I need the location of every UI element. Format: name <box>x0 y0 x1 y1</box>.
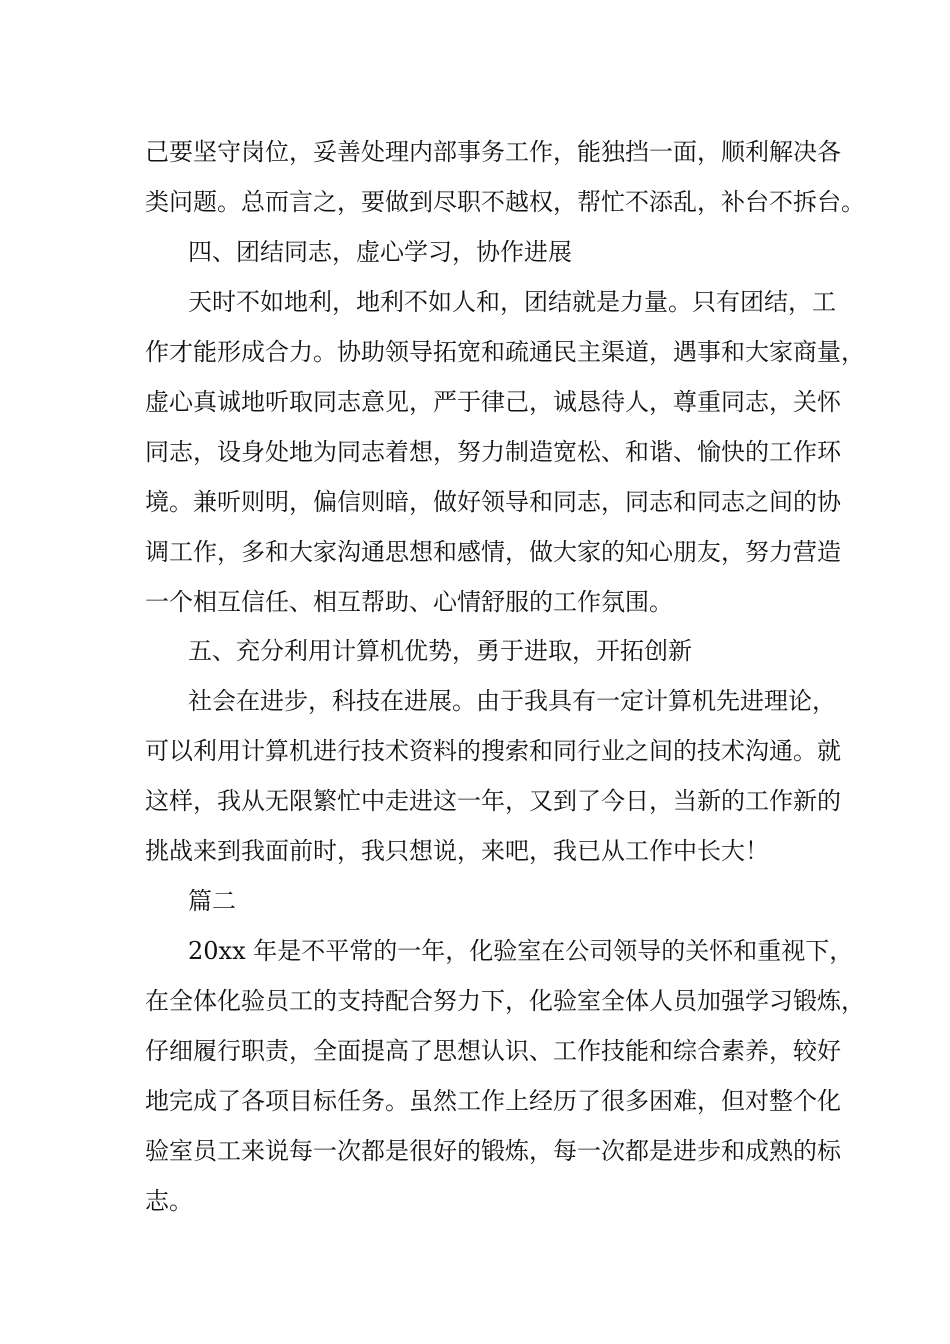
text-line: 可以利用计算机进行技术资料的搜索和同行业之间的技术沟通。就 <box>145 737 841 765</box>
text-line: 仔细履行职责，全面提高了思想认识、工作技能和综合素养，较好 <box>145 1037 841 1065</box>
text-line: 作才能形成合力。协助领导拓宽和疏通民主渠道，遇事和大家商量， <box>145 338 865 366</box>
text-line: 这样，我从无限繁忙中走进这一年，又到了今日，当新的工作新的 <box>145 787 841 815</box>
section-heading: 篇二 <box>188 887 236 915</box>
text-line: 调工作，多和大家沟通思想和感情，做大家的知心朋友，努力营造 <box>145 538 841 566</box>
text-line: 20xx 年是不平常的一年，化验室在公司领导的关怀和重视下， <box>188 937 854 965</box>
section-heading: 五、充分利用计算机优势，勇于进取，开拓创新 <box>188 637 692 665</box>
text-line: 类问题。总而言之，要做到尽职不越权，帮忙不添乱，补台不拆台。 <box>145 188 865 216</box>
text-line: 境。兼听则明，偏信则暗，做好领导和同志，同志和同志之间的协 <box>145 488 841 516</box>
text-line: 验室员工来说每一次都是很好的锻炼，每一次都是进步和成熟的标 <box>145 1137 841 1165</box>
text-line: 一个相互信任、相互帮助、心情舒服的工作氛围。 <box>145 588 673 616</box>
text-line: 天时不如地利，地利不如人和，团结就是力量。只有团结，工 <box>188 288 836 316</box>
section-heading: 四、团结同志，虚心学习，协作进展 <box>188 238 572 266</box>
text-line: 挑战来到我面前时，我只想说，来吧，我已从工作中长大！ <box>145 837 769 865</box>
text-line: 在全体化验员工的支持配合努力下，化验室全体人员加强学习锻炼， <box>145 987 865 1015</box>
text-line: 己要坚守岗位，妥善处理内部事务工作，能独挡一面，顺利解决各 <box>145 138 841 166</box>
text-line: 地完成了各项目标任务。虽然工作上经历了很多困难，但对整个化 <box>145 1087 841 1115</box>
text-line: 同志，设身处地为同志着想，努力制造宽松、和谐、愉快的工作环 <box>145 438 841 466</box>
text-line: 志。 <box>145 1187 193 1215</box>
text-line: 社会在进步，科技在进展。由于我具有一定计算机先进理论， <box>188 687 836 715</box>
text-line: 虚心真诚地听取同志意见，严于律己，诚恳待人，尊重同志，关怀 <box>145 388 841 416</box>
